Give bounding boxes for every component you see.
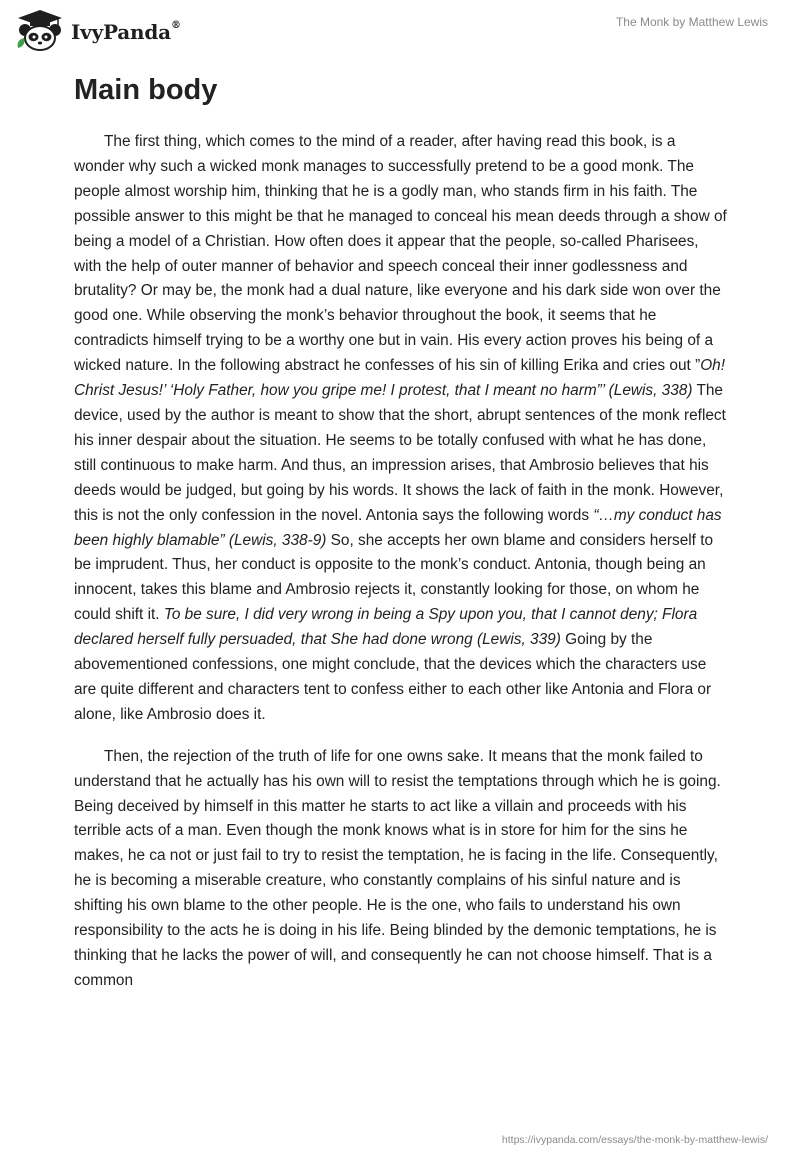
- brand-name: IvyPanda®: [71, 20, 181, 44]
- body-paragraph: [74, 130, 730, 728]
- quotation: To be sure, I did very wrong in being a Spy upon you, that I cannot deny; Flora declared herself fully persuaded, that She had done wrong (Lewis, 339): [74, 606, 698, 649]
- paragraph-text: Going by the abovementioned confessions, one might conclude, that the devices which the characters use are quite different and characters tent to confess either to each other like Antonia and Flora or alone, like Ambrosio does it.: [74, 631, 712, 723]
- footer-source-url[interactable]: https://ivypanda.com/essays/the-monk-by-matthew-lewis/: [501, 1134, 768, 1146]
- registered-mark: ®: [170, 20, 181, 32]
- paragraph-text: So, she accepts her own blame and considers herself to be imprudent. Thus, her conduct is opposite to the monk’s conduct. Antonia, though being an innocent, takes this blame and Ambrosio rejects it, constantly looking for those, on whom he could shift it.: [74, 531, 714, 624]
- paragraph-text: The first thing, which comes to the mind of a reader, after having read this book, is a wonder why such a wicked monk manages to successfully pretend to be a good monk. The people almost worship him, thinking that he is a godly man, who stands firm in his faith. The possible answer to this might be that he managed to conceal his mean deeds through a show of being a model of a Christian. How often does it appear that the people, so-called Pharisees, with the help of outer manner of behavior and speech conceal their inner godlessness and brutality? Or may be, the monk had a dual nature, like everyone and his dark side won over the good one. While observing the monk’s behavior throughout the book, it seems that he contradicts himself trying to be a worthy one but in vain. His every action proves his being of a wicked nature. In the following abstract he confesses of his sin of killing Erika and cries out ”: [74, 133, 727, 375]
- ivypanda-logo[interactable]: [14, 8, 181, 52]
- essay-body: [74, 130, 730, 1011]
- paragraph-text: Then, the rejection of the truth of life for one owns sake. It means that the monk failed to understand that he actually has his own will to resist the temptations through which he is going. Being deceived by himself in this matter he starts to act like a villain and proceeds with his terrible acts of a man. Even though the monk knows what is in store for him for the sins he makes, he ca not or just fail to try to resist the temptation, he is facing in the life. Consequently, he is becoming a miserable creature, who constantly complains of his sinful nature and is shifting his own blame to the other people. He is the one, who fails to understand his own responsibility to the acts he is doing in his life. Being blinded by the demonic temptations, he is thinking that he lacks the power of will, and consequently he can not choose himself. That is a common: [74, 747, 721, 989]
- section-heading: Main body: [74, 74, 218, 106]
- quotation: “…my conduct has been highly blamable” (Lewis, 338-9): [74, 506, 722, 549]
- paragraph-text: The device, used by the author is meant to show that the short, abrupt sentences of the monk reflect his inner despair about the situation. He seems to be totally confused with what he has done, still continuous to make harm. And thus, an impression arises, that Ambrosio believes that his deeds would be judged, but going by his words. It shows the lack of faith in the monk. However, this is not the only confession in the novel. Antonia says the following words: [74, 382, 726, 524]
- document-title: The Monk by Matthew Lewis: [615, 15, 768, 29]
- quotation: Oh! Christ Jesus!’ ‘Holy Father, how you gripe me! I protest, that I meant no harm”’ (Lewis, 338): [74, 357, 726, 400]
- body-paragraph: [74, 745, 730, 994]
- page-header: [0, 0, 800, 64]
- panda-graduate-icon: [14, 8, 66, 52]
